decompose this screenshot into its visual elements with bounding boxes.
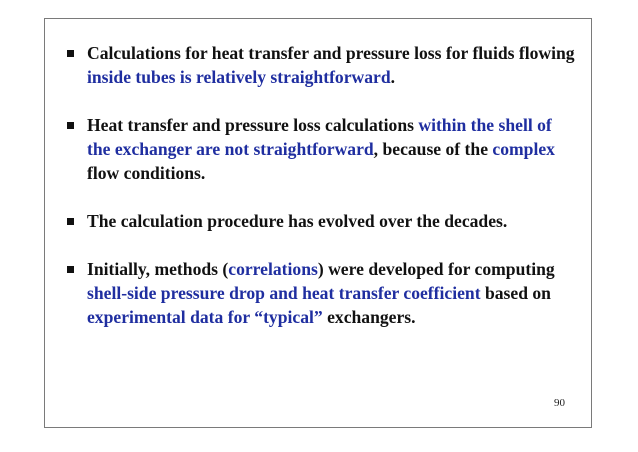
bullet-text-span: Heat transfer and pressure loss calculations — [87, 115, 419, 135]
square-bullet-icon — [67, 218, 74, 225]
bullet-text-span: flow conditions. — [87, 163, 206, 183]
bullet-text-highlight: within the shell of the exchanger are not straightforward — [87, 115, 552, 159]
bullet-list — [67, 41, 577, 329]
bullet-text-span: exchangers. — [322, 307, 416, 327]
slide-frame — [44, 18, 592, 428]
bullet-text-span: based on — [480, 283, 551, 303]
bullet-text-span: The calculation procedure has evolved over the decades. — [87, 211, 508, 231]
bullet-text-span: Calculations for heat transfer and pressure loss for fluids flowing — [87, 43, 575, 63]
bullet-item-shell-side — [67, 113, 577, 185]
bullet-text-span: . — [390, 67, 396, 87]
page-number: 90 — [554, 397, 565, 409]
bullet-item-procedure — [67, 209, 577, 233]
bullet-text-highlight: inside tubes is relatively straightforward — [87, 67, 391, 87]
square-bullet-icon — [67, 50, 74, 57]
bullet-text-highlight: complex — [492, 139, 555, 159]
square-bullet-icon — [67, 122, 74, 129]
bullet-text-span: ) were developed for computing — [317, 259, 555, 279]
square-bullet-icon — [67, 266, 74, 273]
bullet-item-tube-side — [67, 41, 577, 89]
bullet-text-highlight: experimental data for “typical” — [87, 307, 323, 327]
bullet-text-highlight: correlations — [228, 259, 318, 279]
bullet-text-span: , because of the — [373, 139, 493, 159]
bullet-item-correlations — [67, 257, 577, 329]
bullet-text-span: Initially, methods ( — [87, 259, 229, 279]
bullet-text-highlight: shell-side pressure drop and heat transfer coefficient — [87, 283, 481, 303]
